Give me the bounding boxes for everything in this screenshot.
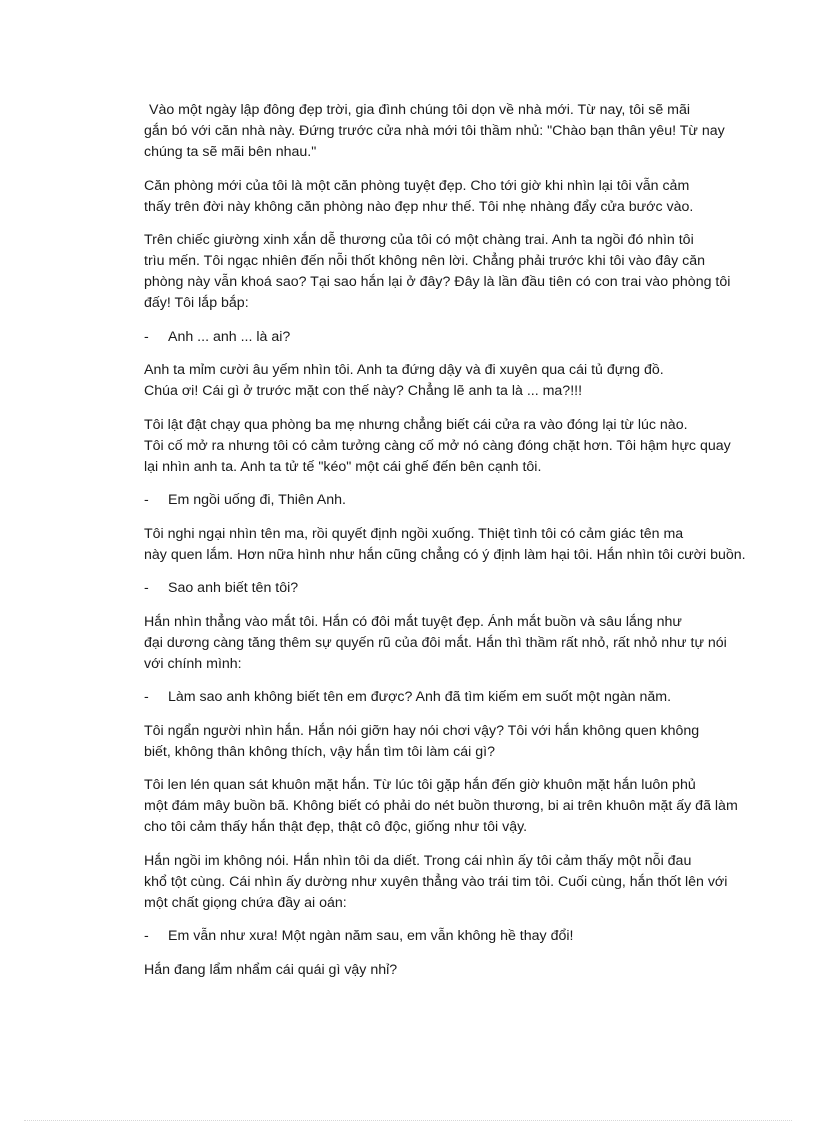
- paragraph-line: Hắn nhìn thẳng vào mắt tôi. Hắn có đôi mắt tuyệt đẹp. Ánh mắt buồn và sâu lắng như: [144, 613, 682, 630]
- paragraph-line: gắn bó với căn nhà này. Đứng trước cửa nhà mới tôi thầm nhủ: "Chào bạn thân yêu! Từ nay: [144, 123, 725, 139]
- paragraph-line: Hắn đang lẩm nhẩm cái quái gì vậy nhỉ?: [144, 961, 398, 978]
- paragraph-line: Anh ta mỉm cười âu yếm nhìn tôi. Anh ta đứng dậy và đi xuyên qua cái tủ đựng đồ.: [144, 362, 664, 378]
- paragraph: [144, 524, 746, 566]
- paragraph-line: Tôi nghi ngại nhìn tên ma, rồi quyết định ngồi xuống. Thiệt tình tôi có cảm giác tên ma: [144, 525, 684, 542]
- paragraph-line: phòng này vẫn khoá sao? Tại sao hắn lại ở đây? Đây là lần đầu tiên có con trai vào phòng tôi: [144, 274, 731, 290]
- paragraph: [144, 612, 727, 675]
- dialogue-text: Em ngồi uống đi, Thiên Anh.: [168, 492, 346, 508]
- dialogue-line: [144, 578, 720, 599]
- paragraph-line: này quen lắm. Hơn nữa hình như hắn cũng chẳng có ý định làm hại tôi. Hắn nhìn tôi cười buồn.: [144, 546, 746, 563]
- paragraph-line: Căn phòng mới của tôi là một căn phòng tuyệt đẹp. Cho tới giờ khi nhìn lại tôi vẫn cảm: [144, 177, 690, 194]
- paragraph-line: lại nhìn anh ta. Anh ta tử tế "kéo" một cái ghế đến bên cạnh tôi.: [144, 458, 542, 475]
- paragraph: [144, 775, 738, 838]
- paragraph-line: đại dương càng tăng thêm sự quyến rũ của đôi mắt. Hắn thì thầm rất nhỏ, rất nhỏ như tự nói: [144, 634, 727, 651]
- paragraph-line: Trên chiếc giường xinh xắn dễ thương của tôi có một chàng trai. Anh ta ngồi đó nhìn tôi: [144, 232, 694, 248]
- paragraph: [144, 721, 720, 763]
- dialogue-dash: -: [144, 492, 149, 508]
- dialogue-dash: -: [144, 328, 149, 345]
- dialogue-line: [144, 490, 720, 511]
- paragraph-line: Tôi cố mở ra nhưng tôi có cảm tưởng càng cố mở nó càng đóng chặt hơn. Tôi hậm hực quay: [144, 437, 731, 454]
- paragraph-line: Chúa ơi! Cái gì ở trước mặt con thế này? Chẳng lẽ anh ta là ... ma?!!!: [144, 383, 583, 399]
- dialogue-dash: -: [144, 580, 149, 596]
- paragraph-line: biết, không thân không thích, vậy hắn tìm tôi làm cái gì?: [144, 743, 495, 760]
- paragraph-line: thấy trên đời này không căn phòng nào đẹp như thế. Tôi nhẹ nhàng đẩy cửa bước vào.: [144, 198, 694, 215]
- paragraph-line: Tôi len lén quan sát khuôn mặt hắn. Từ lúc tôi gặp hắn đến giờ khuôn mặt hắn luôn phủ: [144, 777, 696, 793]
- paragraph-line: một chất giọng chứa đầy ai oán:: [144, 894, 347, 911]
- paragraph-line: đấy! Tôi lắp bắp:: [144, 295, 249, 311]
- paragraph-line: cho tôi cảm thấy hắn thật đẹp, thật cô độc, giống như tôi vậy.: [144, 819, 528, 835]
- page-bottom-divider: [24, 1120, 792, 1121]
- paragraph: [144, 960, 720, 981]
- paragraph: [144, 360, 720, 402]
- dialogue-text: Em vẫn như xưa! Một ngàn năm sau, em vẫn không hề thay đổi!: [168, 928, 574, 944]
- paragraph-line: khổ tột cùng. Cái nhìn ấy dường như xuyên thẳng vào trái tim tôi. Cuối cùng, hắn thốt lên với: [144, 873, 728, 890]
- paragraph-line: Tôi lật đật chạy qua phòng ba mẹ nhưng chẳng biết cái cửa ra vào đóng lại từ lúc nào.: [144, 416, 688, 433]
- document-body: [144, 100, 746, 993]
- paragraph: [144, 176, 720, 218]
- dialogue-line: [144, 687, 720, 708]
- paragraph-line: Hắn ngồi im không nói. Hắn nhìn tôi da diết. Trong cái nhìn ấy tôi cảm thấy một nỗi đau: [144, 852, 692, 869]
- dialogue-text: Làm sao anh không biết tên em được? Anh đã tìm kiếm em suốt một ngàn năm.: [168, 689, 672, 705]
- paragraph: [144, 851, 728, 914]
- paragraph: [144, 100, 725, 163]
- paragraph-line: Tôi ngẩn người nhìn hắn. Hắn nói giỡn hay nói chơi vậy? Tôi với hắn không quen không: [144, 722, 700, 739]
- paragraph-line: chúng ta sẽ mãi bên nhau.": [144, 144, 317, 160]
- dialogue-text: Sao anh biết tên tôi?: [168, 580, 299, 596]
- dialogue-dash: -: [144, 689, 149, 705]
- paragraph-line: một đám mây buồn bã. Không biết có phải do nét buồn thương, bi ai trên khuôn mặt ấy đã làm: [144, 798, 738, 814]
- dialogue-dash: -: [144, 928, 149, 944]
- paragraph-line: Vào một ngày lập đông đẹp trời, gia đình chúng tôi dọn về nhà mới. Từ nay, tôi sẽ mãi: [149, 102, 691, 118]
- paragraph-line: với chính mình:: [144, 655, 242, 672]
- paragraph: [144, 415, 731, 478]
- paragraph-line: trìu mến. Tôi ngạc nhiên đến nỗi thốt không nên lời. Chẳng phải trước khi tôi vào đây căn: [144, 253, 706, 269]
- dialogue-line: [144, 327, 720, 348]
- paragraph: [144, 230, 731, 314]
- dialogue-line: [144, 926, 720, 947]
- dialogue-text: Anh ... anh ... là ai?: [168, 328, 291, 345]
